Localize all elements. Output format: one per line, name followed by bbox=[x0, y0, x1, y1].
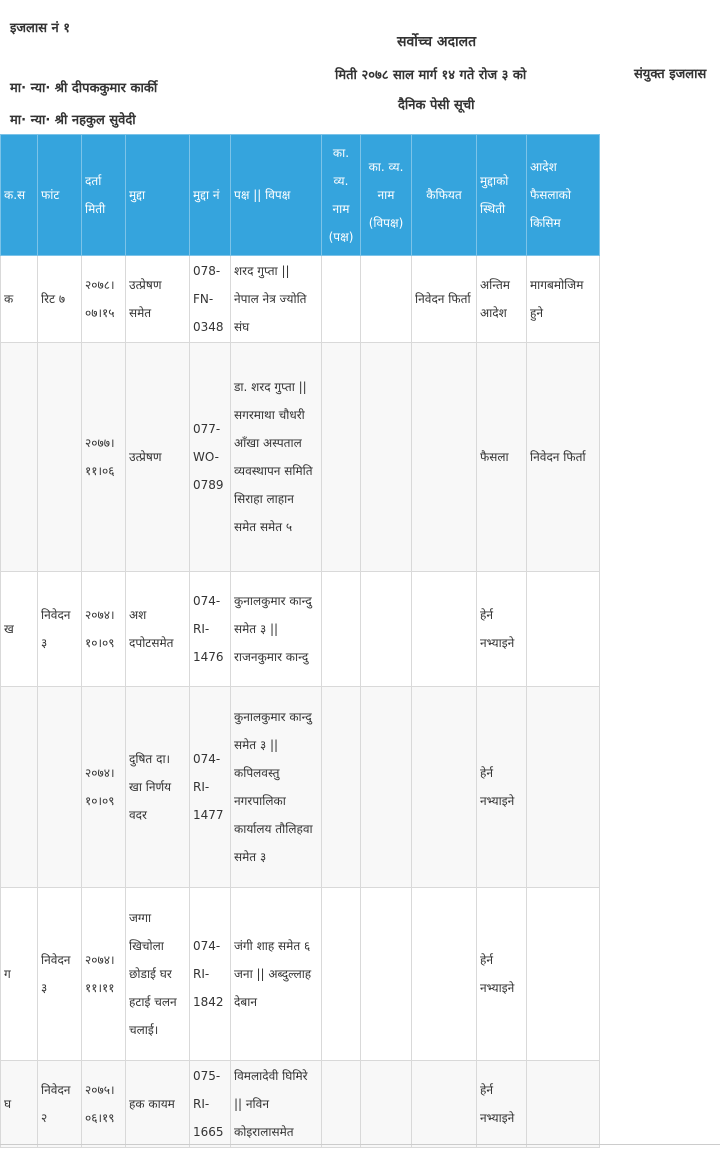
col-reg-date: दर्ता मिती bbox=[82, 135, 126, 256]
cell-serial bbox=[1, 687, 38, 888]
cell-status: अन्तिम आदेश bbox=[477, 256, 527, 343]
cell-case: उत्प्रेषण समेत bbox=[126, 256, 190, 343]
cell-serial: घ bbox=[1, 1061, 38, 1148]
cell-adv-party bbox=[322, 687, 361, 888]
cell-phant: निवेदन ३ bbox=[38, 572, 82, 687]
cell-order-type bbox=[527, 687, 600, 888]
cause-list-table bbox=[0, 134, 600, 1148]
cell-adv-party bbox=[322, 572, 361, 687]
table-row bbox=[1, 343, 600, 572]
cell-parties: कुनालकुमार कान्दु समेत ३ || कपिलवस्तु नगरपालिका कार्यालय तौलिहवा समेत ३ bbox=[231, 687, 322, 888]
cell-order-type bbox=[527, 572, 600, 687]
cell-order-type bbox=[527, 1061, 600, 1148]
cell-serial bbox=[1, 343, 38, 572]
table-row bbox=[1, 888, 600, 1061]
cell-remarks bbox=[412, 1061, 477, 1148]
cell-case: उत्प्रेषण bbox=[126, 343, 190, 572]
cell-adv-party bbox=[322, 888, 361, 1061]
cell-parties: जंगी शाह समेत ६ जना || अब्दुल्लाह देबान bbox=[231, 888, 322, 1061]
cell-adv-opp bbox=[361, 1061, 412, 1148]
col-phant: फांट bbox=[38, 135, 82, 256]
cell-order-type bbox=[527, 888, 600, 1061]
cell-parties: डा. शरद गुप्ता || सगरमाथा चौधरी आँखा अस्पताल व्यवस्थापन समिति सिराहा लाहान समेत समेत ५ bbox=[231, 343, 322, 572]
cell-case-no: 077-WO-0789 bbox=[190, 343, 231, 572]
cell-serial: क bbox=[1, 256, 38, 343]
col-adv-opp: का. व्य. नाम (विपक्ष) bbox=[361, 135, 412, 256]
cell-adv-party bbox=[322, 1061, 361, 1148]
cell-case-no: 075-RI-1665 bbox=[190, 1061, 231, 1148]
col-order-type: आदेश फैसलाको किसिम bbox=[527, 135, 600, 256]
col-case-no: मुद्दा नं bbox=[190, 135, 231, 256]
cell-case-no: 074-RI-1476 bbox=[190, 572, 231, 687]
cell-parties: कुनालकुमार कान्दु समेत ३ || राजनकुमार कान्दु bbox=[231, 572, 322, 687]
cell-status: फैसला bbox=[477, 343, 527, 572]
cell-adv-party bbox=[322, 343, 361, 572]
cell-date: २०७७।११।०६ bbox=[82, 343, 126, 572]
cell-phant bbox=[38, 687, 82, 888]
cell-status: हेर्न नभ्याइने bbox=[477, 1061, 527, 1148]
cell-serial: ग bbox=[1, 888, 38, 1061]
cell-status: हेर्न नभ्याइने bbox=[477, 572, 527, 687]
bench-type: संयुक्त इजलास bbox=[634, 67, 707, 82]
cell-remarks bbox=[412, 343, 477, 572]
cell-adv-opp bbox=[361, 572, 412, 687]
cell-case: दुषित दा। खा निर्णय वदर bbox=[126, 687, 190, 888]
cell-remarks bbox=[412, 888, 477, 1061]
cell-date: २०७४।११।११ bbox=[82, 888, 126, 1061]
cell-date: २०७४।१०।०९ bbox=[82, 687, 126, 888]
cell-case-no: 074-RI-1842 bbox=[190, 888, 231, 1061]
cell-case: जग्गा खिचोला छोडाई घर हटाई चलन चलाई। bbox=[126, 888, 190, 1061]
judge-2: मा· न्या· श्री नहकुल सुवेदी bbox=[10, 113, 136, 128]
cell-parties: शरद गुप्ता || नेपाल नेत्र ज्योति संघ bbox=[231, 256, 322, 343]
cell-adv-opp bbox=[361, 888, 412, 1061]
cell-order-type: निवेदन फिर्ता bbox=[527, 343, 600, 572]
cell-case: अश दपोटसमेत bbox=[126, 572, 190, 687]
cell-phant: निवेदन २ bbox=[38, 1061, 82, 1148]
cell-remarks bbox=[412, 687, 477, 888]
cell-parties: विमलादेवी घिमिरे || नविन कोइरालासमेत bbox=[231, 1061, 322, 1148]
cell-phant: निवेदन ३ bbox=[38, 888, 82, 1061]
list-title: दैनिक पेसी सूची bbox=[398, 98, 475, 113]
table-row bbox=[1, 687, 600, 888]
cell-adv-opp bbox=[361, 256, 412, 343]
cell-phant bbox=[38, 343, 82, 572]
col-status: मुद्दाको स्थिती bbox=[477, 135, 527, 256]
hearing-date: मिती २०७८ साल मार्ग १४ गते रोज ३ को bbox=[335, 68, 527, 83]
table-row bbox=[1, 256, 600, 343]
col-case: मुद्दा bbox=[126, 135, 190, 256]
cell-serial: ख bbox=[1, 572, 38, 687]
bottom-divider bbox=[0, 1144, 720, 1145]
cell-phant: रिट ७ bbox=[38, 256, 82, 343]
cell-date: २०७८।०७।१५ bbox=[82, 256, 126, 343]
cell-case-no: 074-RI-1477 bbox=[190, 687, 231, 888]
cell-status: हेर्न नभ्याइने bbox=[477, 687, 527, 888]
table-row bbox=[1, 572, 600, 687]
col-remarks: कैफियत bbox=[412, 135, 477, 256]
cell-adv-opp bbox=[361, 687, 412, 888]
table-row bbox=[1, 1061, 600, 1148]
cell-status: हेर्न नभ्याइने bbox=[477, 888, 527, 1061]
col-adv-party: का. व्य. नाम (पक्ष) bbox=[322, 135, 361, 256]
court-name: सर्वोच्च अदालत bbox=[397, 34, 477, 50]
cell-remarks: निवेदन फिर्ता bbox=[412, 256, 477, 343]
cell-order-type: मागबमोजिम हुने bbox=[527, 256, 600, 343]
cell-date: २०७५।०६।१९ bbox=[82, 1061, 126, 1148]
judge-1: मा· न्या· श्री दीपककुमार कार्की bbox=[10, 81, 158, 96]
cell-adv-party bbox=[322, 256, 361, 343]
table-header-row bbox=[1, 135, 600, 256]
cell-case: हक कायम bbox=[126, 1061, 190, 1148]
cell-date: २०७४।१०।०९ bbox=[82, 572, 126, 687]
cell-case-no: 078-FN-0348 bbox=[190, 256, 231, 343]
col-parties: पक्ष || विपक्ष bbox=[231, 135, 322, 256]
cell-remarks bbox=[412, 572, 477, 687]
col-serial: क.स bbox=[1, 135, 38, 256]
cell-adv-opp bbox=[361, 343, 412, 572]
bench-number: इजलास नं १ bbox=[10, 21, 71, 36]
